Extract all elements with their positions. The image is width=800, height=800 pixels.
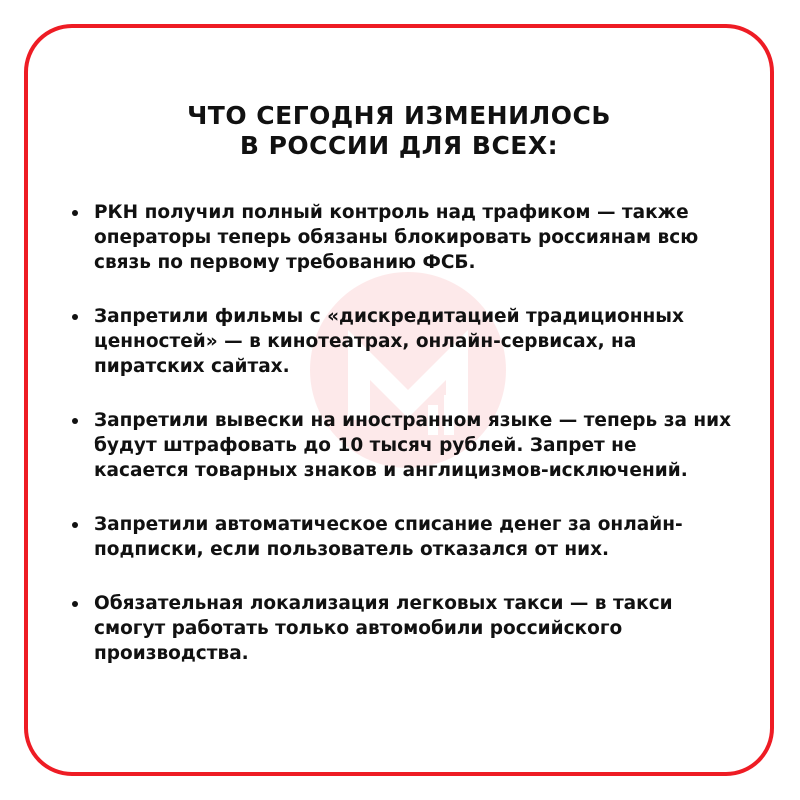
title-line-2: В РОССИИ ДЛЯ ВСЕХ: xyxy=(239,131,559,160)
page-title xyxy=(28,101,770,161)
title-line-1: ЧТО СЕГОДНЯ ИЗМЕНИЛОСЬ xyxy=(187,101,611,130)
list-item xyxy=(66,512,736,562)
list-item-text: Запретили автоматическое списание денег за онлайн-подписки, если пользователь отказался от них. xyxy=(94,514,683,560)
list-item-text: Запретили фильмы с «дискредитацией традиционных ценностей» — в кинотеатрах, онлайн-сервисах, на пиратских сайтах. xyxy=(94,306,684,377)
bullet-dot-icon xyxy=(72,601,78,607)
list-item xyxy=(66,304,736,379)
list-item-text: Запретили вывески на иностранном языке — теперь за них будут штрафовать до 10 тысяч рублей. Запрет не касается товарных знаков и англицизмов-исключений. xyxy=(94,410,732,481)
list-item xyxy=(66,408,736,483)
bullet-dot-icon xyxy=(72,314,78,320)
list-item xyxy=(66,200,736,275)
bullet-dot-icon xyxy=(72,210,78,216)
card-frame xyxy=(24,24,774,776)
bullet-dot-icon xyxy=(72,522,78,528)
list-item-text: Обязательная локализация легковых такси — в такси смогут работать только автомобили российского производства. xyxy=(94,593,673,664)
news-list xyxy=(66,200,736,695)
list-item xyxy=(66,591,736,666)
list-item-text: РКН получил полный контроль над трафиком — также операторы теперь обязаны блокировать россиянам всю связь по первому требованию ФСБ. xyxy=(94,202,699,273)
bullet-dot-icon xyxy=(72,418,78,424)
